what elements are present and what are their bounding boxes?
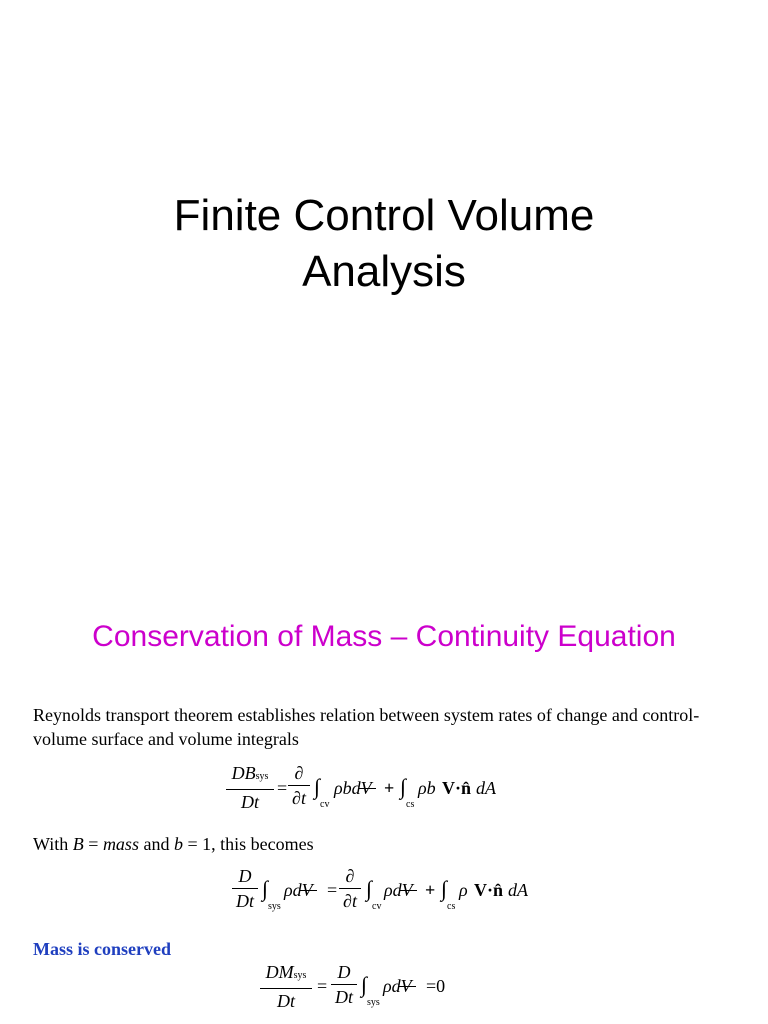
conserved-term: ρdV [383, 976, 412, 996]
conserved-equals: = [317, 976, 328, 996]
conserved-lhs-fraction: DMsys Dt [260, 963, 312, 1010]
mass-conserved-label: Mass is conserved [33, 939, 171, 959]
rtt-cv-label: cv [320, 799, 330, 810]
conserved-sys-label: sys [367, 997, 380, 1008]
rtt-lhs-denominator: Dt [241, 792, 259, 812]
rtt-cv-term: ρbdV [334, 778, 372, 798]
rtt-vector-term: V·n̂ [442, 778, 472, 798]
rtt-cs-term: ρb [418, 778, 436, 798]
mass-rtt-partial-fraction: ∂ ∂t [339, 867, 361, 910]
mass-rtt-cs-label: cs [447, 901, 456, 912]
slide-title-line-1: Finite Control Volume [173, 191, 595, 240]
mass-rtt-cv-term: ρdV [384, 880, 413, 900]
slide-title [0, 188, 768, 300]
mass-rtt-plus: + [425, 880, 436, 900]
intro-paragraph: Reynolds transport theorem establishes relation between system rates of change and control-volume surface and volume integrals [33, 705, 700, 749]
rtt-lhs-fraction [226, 764, 274, 811]
mass-rtt-equals: = [327, 880, 338, 900]
conserved-zero: =0 [426, 976, 446, 996]
mass-rtt-cv-integral: ∫ [366, 876, 373, 901]
conserved-D-fraction: D Dt [331, 963, 357, 1006]
rtt-cv-integral: ∫ [314, 774, 321, 799]
mass-rtt-sys-label: sys [268, 901, 281, 912]
mass-rtt-cs-term: ρ [459, 880, 468, 900]
mass-rtt-lhs-fraction: D Dt [232, 867, 258, 910]
slide-title-line-2: Analysis [302, 247, 466, 296]
rtt-dA: dA [476, 778, 496, 798]
mass-rtt-cv-label: cv [372, 901, 382, 912]
mass-rtt-sys-integral: ∫ [262, 876, 269, 901]
mass-rtt-vector-term: V·n̂ [474, 880, 504, 900]
rtt-cs-integral: ∫ [400, 774, 407, 799]
mass-rtt-cs-integral: ∫ [441, 876, 448, 901]
rtt-plus: + [384, 778, 395, 798]
rtt-cs-label: cs [406, 799, 415, 810]
mass-rtt-dA: dA [508, 880, 528, 900]
rtt-lhs-numerator: DBsys [231, 763, 269, 783]
rtt-equals: = [277, 778, 288, 798]
with-b-mass-text: With B = mass and b = 1, this becomes [33, 834, 314, 854]
section-heading: Conservation of Mass – Continuity Equation [92, 620, 676, 653]
mass-rtt-sys-term: ρdV [284, 880, 313, 900]
conserved-sys-integral: ∫ [361, 972, 368, 997]
rtt-partial-fraction: ∂ ∂t [288, 764, 310, 807]
